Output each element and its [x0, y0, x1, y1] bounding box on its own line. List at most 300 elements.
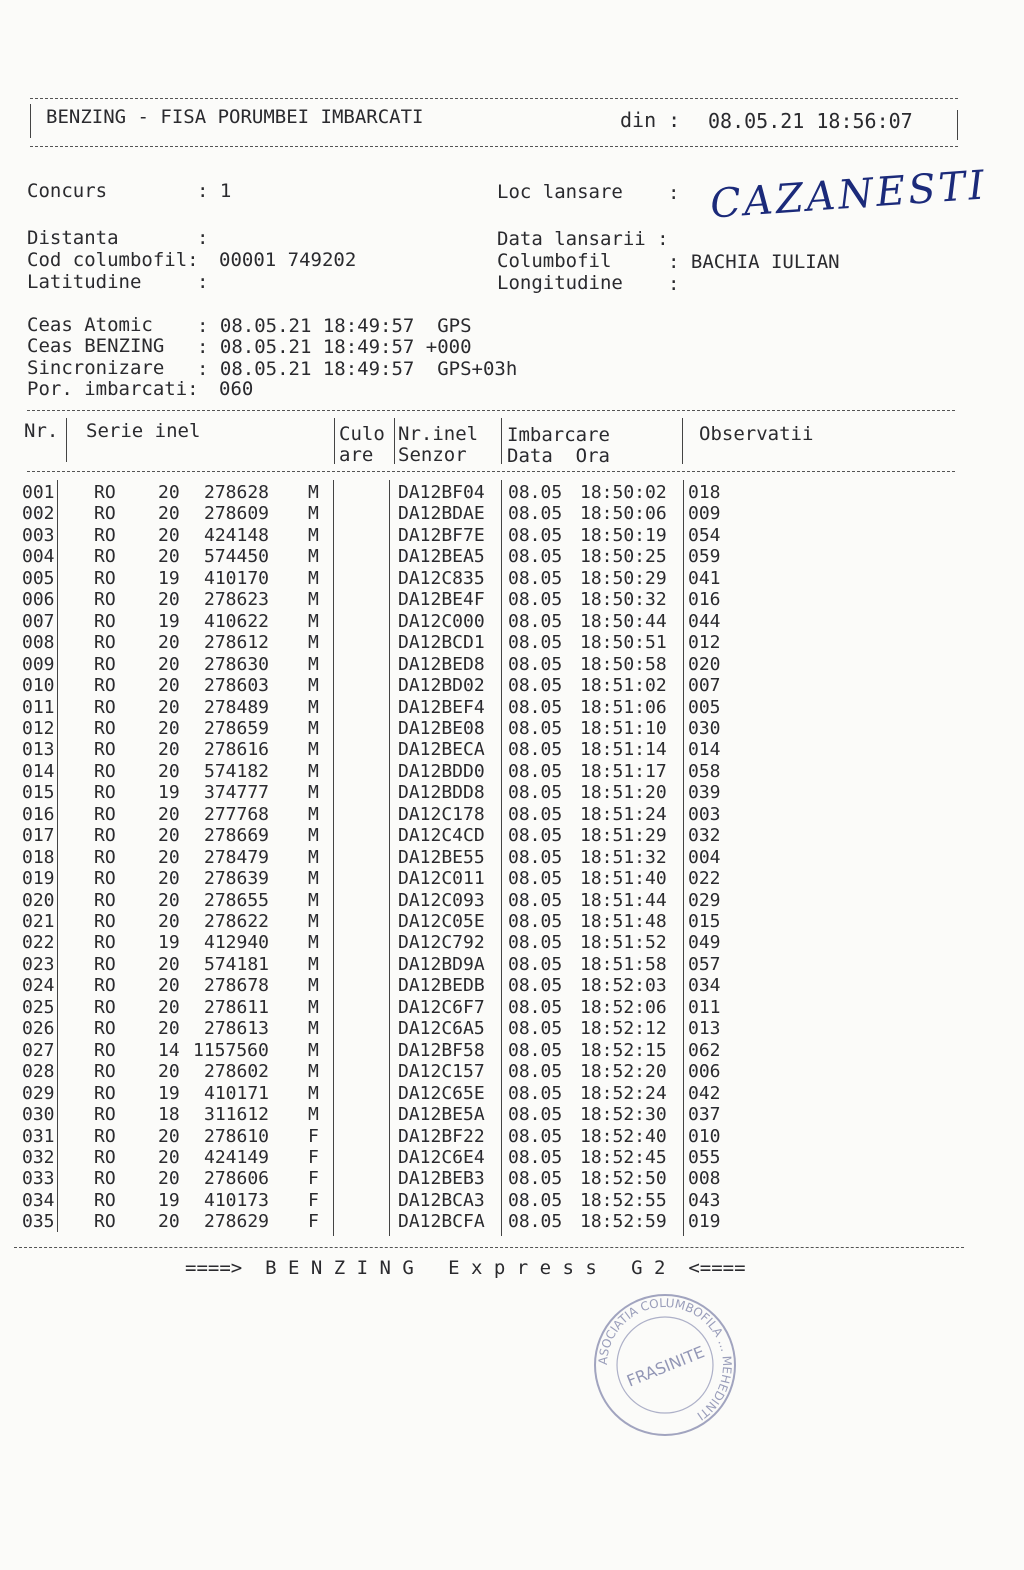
- row-nr: 033: [22, 1168, 55, 1190]
- row-time: 18:52:59: [580, 1211, 667, 1233]
- row-ring: 374777: [204, 782, 270, 804]
- row-sex: M: [308, 675, 319, 697]
- row-year: 14: [158, 1039, 180, 1061]
- row-time: 18:52:24: [580, 1082, 667, 1104]
- row-sex: F: [308, 1168, 319, 1190]
- table-row: [0, 611, 1024, 632]
- row-year: 20: [158, 846, 180, 868]
- row-observatii: 003: [688, 803, 721, 825]
- row-sex: M: [308, 996, 319, 1018]
- row-time: 18:50:32: [580, 589, 667, 611]
- row-nr: 004: [22, 546, 55, 568]
- row-observatii: 058: [688, 760, 721, 782]
- cod-columbofil-label: Cod columbofil:: [27, 249, 199, 271]
- row-sensor: DA12C011: [398, 868, 485, 890]
- row-observatii: 018: [688, 482, 721, 503]
- row-date: 08.05: [508, 1189, 563, 1211]
- row-time: 18:52:50: [580, 1168, 667, 1190]
- row-ring: 410173: [204, 1189, 270, 1211]
- latitudine-label: Latitudine: [27, 271, 142, 293]
- row-observatii: 014: [688, 739, 721, 761]
- table-row: [0, 1083, 1024, 1104]
- loc-lansare-label: Loc lansare: [497, 181, 623, 203]
- row-year: 19: [158, 1082, 180, 1104]
- row-date: 08.05: [508, 524, 563, 546]
- row-country: RO: [94, 546, 116, 568]
- row-year: 19: [158, 567, 180, 589]
- table-row: [0, 954, 1024, 975]
- row-nr: 034: [22, 1189, 55, 1211]
- row-observatii: 054: [688, 524, 721, 546]
- row-observatii: 042: [688, 1082, 721, 1104]
- row-sex: M: [308, 1018, 319, 1040]
- row-sensor: DA12BCFA: [398, 1211, 485, 1233]
- row-sex: M: [308, 696, 319, 718]
- row-year: 20: [158, 1211, 180, 1233]
- table-row: [0, 975, 1024, 996]
- ceas-benzing-label: Ceas BENZING: [27, 335, 165, 357]
- row-date: 08.05: [508, 546, 563, 568]
- row-time: 18:50:25: [580, 546, 667, 568]
- row-year: 20: [158, 632, 180, 654]
- row-year: 20: [158, 868, 180, 890]
- table-row: [0, 1211, 1024, 1232]
- header-left-border: [30, 104, 31, 138]
- row-country: RO: [94, 975, 116, 997]
- row-nr: 014: [22, 760, 55, 782]
- row-observatii: 015: [688, 911, 721, 932]
- table-row: [0, 718, 1024, 739]
- row-time: 18:51:29: [580, 825, 667, 847]
- table-row: [0, 804, 1024, 825]
- row-date: 08.05: [508, 696, 563, 718]
- row-time: 18:52:45: [580, 1146, 667, 1168]
- row-date: 08.05: [508, 567, 563, 589]
- row-time: 18:50:29: [580, 567, 667, 589]
- row-sensor: DA12BDD0: [398, 760, 485, 782]
- row-year: 20: [158, 482, 180, 503]
- row-date: 08.05: [508, 1125, 563, 1147]
- row-country: RO: [94, 803, 116, 825]
- ceas-atomic-label: Ceas Atomic: [27, 314, 153, 336]
- row-observatii: 012: [688, 632, 721, 654]
- row-date: 08.05: [508, 717, 563, 739]
- row-time: 18:52:06: [580, 996, 667, 1018]
- distanta-label: Distanta: [27, 227, 119, 249]
- row-observatii: 057: [688, 953, 721, 975]
- row-country: RO: [94, 1018, 116, 1040]
- row-sensor: DA12C05E: [398, 911, 485, 932]
- row-country: RO: [94, 675, 116, 697]
- row-nr: 027: [22, 1039, 55, 1061]
- row-nr: 017: [22, 825, 55, 847]
- header-bottom-border: [30, 146, 958, 147]
- col-sep-imb-header: [682, 418, 683, 464]
- ceas-benzing-value: : 08.05.21 18:49:57 +000: [197, 336, 472, 358]
- data-lansarii-label: Data lansarii :: [497, 228, 669, 250]
- row-country: RO: [94, 696, 116, 718]
- header-right-border: [957, 110, 958, 140]
- row-country: RO: [94, 889, 116, 911]
- row-observatii: 034: [688, 975, 721, 997]
- row-year: 19: [158, 1189, 180, 1211]
- row-country: RO: [94, 760, 116, 782]
- row-date: 08.05: [508, 503, 563, 525]
- row-country: RO: [94, 1211, 116, 1233]
- row-time: 18:50:02: [580, 482, 667, 503]
- row-sensor: DA12BD02: [398, 675, 485, 697]
- row-ring: 278655: [204, 889, 270, 911]
- row-sex: M: [308, 1061, 319, 1083]
- table-row: [0, 911, 1024, 932]
- row-country: RO: [94, 589, 116, 611]
- row-sensor: DA12BCA3: [398, 1189, 485, 1211]
- row-observatii: 059: [688, 546, 721, 568]
- row-sensor: DA12C6A5: [398, 1018, 485, 1040]
- row-nr: 026: [22, 1018, 55, 1040]
- row-year: 20: [158, 911, 180, 932]
- table-row: [0, 654, 1024, 675]
- table-row: [0, 847, 1024, 868]
- row-observatii: 011: [688, 996, 721, 1018]
- row-year: 20: [158, 1125, 180, 1147]
- row-time: 18:51:02: [580, 675, 667, 697]
- table-row: [0, 739, 1024, 760]
- row-country: RO: [94, 868, 116, 890]
- columbofil-value: : BACHIA IULIAN: [668, 251, 840, 273]
- row-year: 20: [158, 996, 180, 1018]
- table-row: [0, 675, 1024, 696]
- row-country: RO: [94, 996, 116, 1018]
- row-time: 18:52:15: [580, 1039, 667, 1061]
- row-year: 19: [158, 782, 180, 804]
- row-year: 20: [158, 1018, 180, 1040]
- row-nr: 007: [22, 610, 55, 632]
- table-row: [0, 525, 1024, 546]
- row-ring: 278479: [204, 846, 270, 868]
- table-row: [0, 825, 1024, 846]
- row-country: RO: [94, 482, 116, 503]
- row-year: 20: [158, 675, 180, 697]
- row-nr: 020: [22, 889, 55, 911]
- row-sensor: DA12BED8: [398, 653, 485, 675]
- row-ring: 278622: [204, 911, 270, 932]
- row-sensor: DA12C4CD: [398, 825, 485, 847]
- row-ring: 424149: [204, 1146, 270, 1168]
- row-ring: 1157560: [193, 1039, 269, 1061]
- row-time: 18:51:40: [580, 868, 667, 890]
- row-sex: M: [308, 846, 319, 868]
- row-nr: 002: [22, 503, 55, 525]
- row-year: 20: [158, 1061, 180, 1083]
- row-nr: 030: [22, 1104, 55, 1126]
- row-sex: M: [308, 567, 319, 589]
- table-row: [0, 546, 1024, 567]
- row-nr: 021: [22, 911, 55, 932]
- row-date: 08.05: [508, 911, 563, 932]
- row-nr: 006: [22, 589, 55, 611]
- row-sex: M: [308, 932, 319, 954]
- row-sex: F: [308, 1146, 319, 1168]
- col-sep-nr-header: [66, 418, 67, 462]
- row-observatii: 029: [688, 889, 721, 911]
- row-sensor: DA12BF22: [398, 1125, 485, 1147]
- row-observatii: 039: [688, 782, 721, 804]
- row-nr: 023: [22, 953, 55, 975]
- row-time: 18:51:17: [580, 760, 667, 782]
- row-sensor: DA12BE08: [398, 717, 485, 739]
- row-year: 20: [158, 760, 180, 782]
- row-sex: M: [308, 632, 319, 654]
- row-country: RO: [94, 1039, 116, 1061]
- row-observatii: 020: [688, 653, 721, 675]
- loc-lansare-colon: :: [668, 182, 680, 204]
- row-sex: M: [308, 825, 319, 847]
- row-year: 20: [158, 696, 180, 718]
- row-date: 08.05: [508, 1061, 563, 1083]
- table-row: [0, 1126, 1024, 1147]
- row-sensor: DA12C65E: [398, 1082, 485, 1104]
- row-ring: 410171: [204, 1082, 270, 1104]
- row-sex: M: [308, 760, 319, 782]
- row-nr: 028: [22, 1061, 55, 1083]
- header-observatii: Observatii: [699, 423, 814, 445]
- row-sex: M: [308, 953, 319, 975]
- row-sensor: DA12BE4F: [398, 589, 485, 611]
- row-nr: 011: [22, 696, 55, 718]
- row-ring: 278609: [204, 503, 270, 525]
- longitudine-label: Longitudine: [497, 272, 623, 294]
- row-observatii: 037: [688, 1104, 721, 1126]
- row-time: 18:51:06: [580, 696, 667, 718]
- row-observatii: 044: [688, 610, 721, 632]
- columbofil-label: Columbofil: [497, 250, 612, 272]
- row-sensor: DA12C6E4: [398, 1146, 485, 1168]
- row-sex: M: [308, 524, 319, 546]
- row-date: 08.05: [508, 1146, 563, 1168]
- row-country: RO: [94, 932, 116, 954]
- row-country: RO: [94, 846, 116, 868]
- distanta-value: :: [197, 227, 209, 249]
- row-sensor: DA12BEA5: [398, 546, 485, 568]
- row-nr: 001: [22, 482, 55, 503]
- row-sensor: DA12BF7E: [398, 524, 485, 546]
- row-sensor: DA12BF04: [398, 482, 485, 503]
- row-observatii: 030: [688, 717, 721, 739]
- row-sensor: DA12BEDB: [398, 975, 485, 997]
- table-row: [0, 1104, 1024, 1125]
- table-row: [0, 632, 1024, 653]
- sincronizare-label: Sincronizare: [27, 357, 165, 379]
- row-date: 08.05: [508, 868, 563, 890]
- row-sex: F: [308, 1211, 319, 1233]
- row-nr: 035: [22, 1211, 55, 1233]
- row-ring: 278628: [204, 482, 270, 503]
- header-nr-inel-2: Senzor: [398, 444, 467, 466]
- ceas-atomic-value: : 08.05.21 18:49:57 GPS: [197, 315, 472, 337]
- row-ring: 278613: [204, 1018, 270, 1040]
- row-ring: 410622: [204, 610, 270, 632]
- row-sex: M: [308, 889, 319, 911]
- row-country: RO: [94, 717, 116, 739]
- row-country: RO: [94, 1125, 116, 1147]
- row-year: 20: [158, 653, 180, 675]
- row-nr: 009: [22, 653, 55, 675]
- row-country: RO: [94, 1061, 116, 1083]
- row-ring: 278603: [204, 675, 270, 697]
- row-sex: M: [308, 1039, 319, 1061]
- row-date: 08.05: [508, 632, 563, 654]
- row-ring: 574450: [204, 546, 270, 568]
- concurs-label: Concurs: [27, 180, 108, 202]
- row-nr: 016: [22, 803, 55, 825]
- row-date: 08.05: [508, 1082, 563, 1104]
- row-observatii: 004: [688, 846, 721, 868]
- row-observatii: 055: [688, 1146, 721, 1168]
- stamp-center-text: FRASINITE: [623, 1342, 708, 1391]
- row-sensor: DA12BEB3: [398, 1168, 485, 1190]
- col-sep-culo-header: [394, 418, 395, 464]
- row-country: RO: [94, 503, 116, 525]
- row-observatii: 006: [688, 1061, 721, 1083]
- row-country: RO: [94, 1146, 116, 1168]
- row-date: 08.05: [508, 889, 563, 911]
- header-serie-inel: Serie inel: [86, 420, 201, 442]
- row-observatii: 019: [688, 1211, 721, 1233]
- row-observatii: 007: [688, 675, 721, 697]
- table-row: [0, 589, 1024, 610]
- row-observatii: 010: [688, 1125, 721, 1147]
- row-sensor: DA12C093: [398, 889, 485, 911]
- row-sex: M: [308, 911, 319, 932]
- row-date: 08.05: [508, 825, 563, 847]
- row-ring: 574182: [204, 760, 270, 782]
- row-year: 18: [158, 1104, 180, 1126]
- row-sex: M: [308, 610, 319, 632]
- row-year: 20: [158, 739, 180, 761]
- row-sensor: DA12BD9A: [398, 953, 485, 975]
- table-row: [0, 782, 1024, 803]
- row-country: RO: [94, 1168, 116, 1190]
- row-time: 18:51:24: [580, 803, 667, 825]
- row-nr: 008: [22, 632, 55, 654]
- row-date: 08.05: [508, 653, 563, 675]
- header-imbarcare-2: Data Ora: [507, 445, 610, 467]
- row-nr: 005: [22, 567, 55, 589]
- document-title: BENZING - FISA PORUMBEI IMBARCATI: [46, 106, 424, 128]
- table-row: [0, 697, 1024, 718]
- row-date: 08.05: [508, 953, 563, 975]
- row-observatii: 062: [688, 1039, 721, 1061]
- row-time: 18:52:55: [580, 1189, 667, 1211]
- row-time: 18:52:30: [580, 1104, 667, 1126]
- por-imbarcati-value: 060: [219, 378, 254, 400]
- row-observatii: 009: [688, 503, 721, 525]
- row-time: 18:51:48: [580, 911, 667, 932]
- row-sex: F: [308, 1189, 319, 1211]
- row-date: 08.05: [508, 1168, 563, 1190]
- row-ring: 277768: [204, 803, 270, 825]
- row-time: 18:51:14: [580, 739, 667, 761]
- row-nr: 029: [22, 1082, 55, 1104]
- row-sensor: DA12BDAE: [398, 503, 485, 525]
- stamp-ring-text: ASOCIATIA COLUMBOFILA ... MEHEDINTI: [595, 1295, 735, 1424]
- row-year: 20: [158, 524, 180, 546]
- table-row: [0, 932, 1024, 953]
- table-row: [0, 1040, 1024, 1061]
- row-date: 08.05: [508, 975, 563, 997]
- row-time: 18:50:51: [580, 632, 667, 654]
- row-date: 08.05: [508, 760, 563, 782]
- row-sex: M: [308, 653, 319, 675]
- row-sex: M: [308, 1104, 319, 1126]
- row-nr: 013: [22, 739, 55, 761]
- longitudine-value: :: [668, 273, 680, 295]
- row-time: 18:51:44: [580, 889, 667, 911]
- row-observatii: 049: [688, 932, 721, 954]
- table-row: [0, 503, 1024, 524]
- row-date: 08.05: [508, 610, 563, 632]
- row-ring: 278616: [204, 739, 270, 761]
- row-nr: 010: [22, 675, 55, 697]
- sincronizare-value: : 08.05.21 18:49:57 GPS+03h: [197, 358, 518, 380]
- row-date: 08.05: [508, 932, 563, 954]
- row-sensor: DA12C000: [398, 610, 485, 632]
- row-year: 20: [158, 825, 180, 847]
- row-time: 18:51:58: [580, 953, 667, 975]
- row-year: 20: [158, 503, 180, 525]
- row-time: 18:52:20: [580, 1061, 667, 1083]
- row-observatii: 013: [688, 1018, 721, 1040]
- row-ring: 278602: [204, 1061, 270, 1083]
- din-value: 08.05.21 18:56:07: [708, 109, 913, 133]
- row-date: 08.05: [508, 482, 563, 503]
- row-date: 08.05: [508, 1211, 563, 1233]
- table-row: [0, 868, 1024, 889]
- row-ring: 278612: [204, 632, 270, 654]
- row-date: 08.05: [508, 803, 563, 825]
- row-date: 08.05: [508, 996, 563, 1018]
- row-ring: 412940: [204, 932, 270, 954]
- row-sensor: DA12BECA: [398, 739, 485, 761]
- row-observatii: 041: [688, 567, 721, 589]
- row-nr: 015: [22, 782, 55, 804]
- row-observatii: 043: [688, 1189, 721, 1211]
- row-year: 20: [158, 1168, 180, 1190]
- row-time: 18:50:19: [580, 524, 667, 546]
- row-ring: 311612: [204, 1104, 270, 1126]
- row-sex: M: [308, 503, 319, 525]
- col-sep-serie-header: [334, 418, 335, 464]
- row-ring: 278678: [204, 975, 270, 997]
- row-year: 20: [158, 953, 180, 975]
- table-top-border: [27, 410, 955, 411]
- latitudine-value: :: [197, 271, 209, 293]
- por-imbarcati-label: Por. imbarcati:: [27, 378, 199, 400]
- row-sensor: DA12C835: [398, 567, 485, 589]
- row-sensor: DA12BCD1: [398, 632, 485, 654]
- row-nr: 031: [22, 1125, 55, 1147]
- row-observatii: 005: [688, 696, 721, 718]
- row-country: RO: [94, 825, 116, 847]
- row-country: RO: [94, 632, 116, 654]
- row-nr: 003: [22, 524, 55, 546]
- row-year: 20: [158, 803, 180, 825]
- row-date: 08.05: [508, 782, 563, 804]
- row-nr: 012: [22, 717, 55, 739]
- row-sensor: DA12BEF4: [398, 696, 485, 718]
- row-sex: M: [308, 782, 319, 804]
